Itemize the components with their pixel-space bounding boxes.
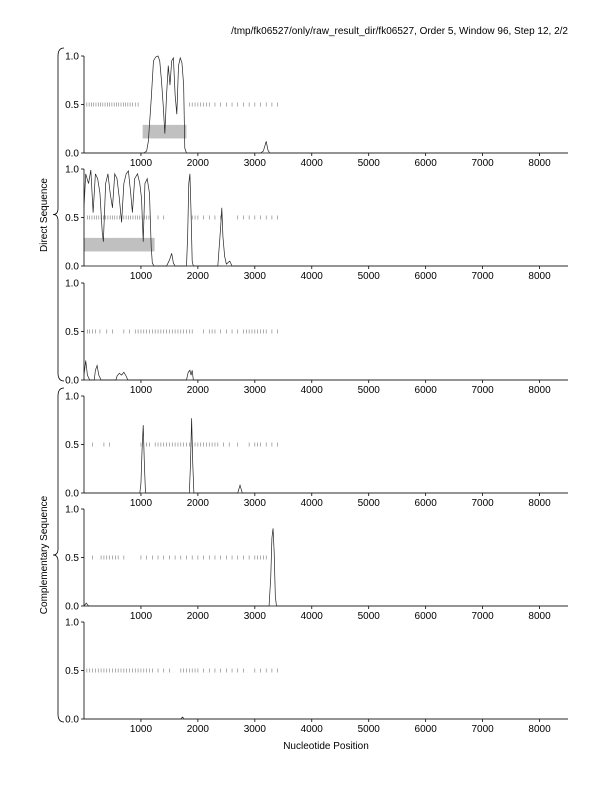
complementary-sequence-label: Complementary Sequence <box>39 495 50 615</box>
x-tick-label: 2000 <box>186 724 210 735</box>
x-tick-label: 7000 <box>471 271 494 282</box>
x-tick-label: 1000 <box>129 724 153 735</box>
direct-sequence-label: Direct Sequence <box>39 178 50 252</box>
y-tick-label: 1.0 <box>65 164 79 176</box>
coding-potential-line <box>84 418 568 493</box>
y-tick-label: 0.5 <box>65 213 79 224</box>
x-tick-label: 6000 <box>414 158 437 169</box>
x-tick-label: 3000 <box>243 158 266 169</box>
x-tick-label: 2000 <box>186 385 210 396</box>
x-tick-label: 1000 <box>129 385 153 396</box>
x-tick-label: 3000 <box>243 385 266 396</box>
gene-region-box <box>84 238 155 252</box>
x-tick-label: 7000 <box>471 385 494 396</box>
x-tick-label: 4000 <box>300 498 323 509</box>
x-tick-label: 5000 <box>357 385 380 396</box>
x-tick-label: 6000 <box>414 724 437 735</box>
x-tick-label: 6000 <box>414 271 437 282</box>
x-tick-label: 2000 <box>186 271 210 282</box>
y-tick-label: 0.0 <box>65 601 79 613</box>
y-tick-label: 1.0 <box>65 51 79 63</box>
x-tick-label: 5000 <box>357 724 380 735</box>
x-tick-label: 4000 <box>300 271 323 282</box>
x-tick-label: 1000 <box>129 498 153 509</box>
x-tick-label: 4000 <box>300 724 323 735</box>
complementary-bracket <box>53 388 64 722</box>
panel-complementary-1 <box>65 392 568 510</box>
coding-potential-line <box>84 717 568 719</box>
x-tick-label: 5000 <box>357 611 380 622</box>
x-tick-label: 5000 <box>357 158 380 169</box>
x-tick-label: 8000 <box>528 271 551 282</box>
y-tick-label: 0.0 <box>65 488 79 500</box>
panel-complementary-2 <box>65 505 568 623</box>
coding-potential-line <box>84 528 568 606</box>
y-tick-label: 0.0 <box>65 375 79 387</box>
x-tick-label: 6000 <box>414 498 437 509</box>
panel-direct-2 <box>65 165 568 283</box>
x-tick-label: 1000 <box>129 271 153 282</box>
x-tick-label: 6000 <box>414 385 437 396</box>
x-tick-label: 4000 <box>300 158 323 169</box>
x-tick-label: 8000 <box>528 385 551 396</box>
y-tick-label: 1.0 <box>65 278 79 290</box>
x-tick-label: 7000 <box>471 611 494 622</box>
x-tick-label: 4000 <box>300 385 323 396</box>
y-tick-label: 1.0 <box>65 617 79 629</box>
coding-potential-line <box>84 170 568 266</box>
y-tick-label: 0.0 <box>65 148 79 160</box>
y-tick-label: 1.0 <box>65 391 79 403</box>
x-tick-label: 8000 <box>528 724 551 735</box>
x-tick-label: 6000 <box>414 611 437 622</box>
x-tick-label: 3000 <box>243 498 266 509</box>
x-tick-label: 5000 <box>357 271 380 282</box>
group-brackets <box>53 48 64 722</box>
x-tick-label: 5000 <box>357 498 380 509</box>
x-tick-label: 1000 <box>129 158 153 169</box>
panel-direct-1 <box>65 52 568 170</box>
x-tick-label: 7000 <box>471 158 494 169</box>
x-tick-label: 8000 <box>528 158 551 169</box>
page-title: /tmp/fk06527/only/raw_result_dir/fk06527, Order 5, Window 96, Step 12, 2/2 <box>231 26 568 37</box>
x-tick-label: 2000 <box>186 611 210 622</box>
coding-potential-line <box>84 361 568 380</box>
panel-direct-3 <box>65 279 568 397</box>
x-tick-label: 8000 <box>528 611 551 622</box>
x-tick-label: 8000 <box>528 498 551 509</box>
x-tick-label: 2000 <box>186 158 210 169</box>
y-tick-label: 0.5 <box>65 666 79 677</box>
panel-complementary-3 <box>65 618 568 736</box>
x-tick-label: 3000 <box>243 611 266 622</box>
y-tick-label: 0.5 <box>65 327 79 338</box>
y-tick-label: 1.0 <box>65 504 79 516</box>
x-axis-label: Nucleotide Position <box>283 741 369 752</box>
y-tick-label: 0.0 <box>65 714 79 726</box>
x-tick-label: 7000 <box>471 724 494 735</box>
x-tick-label: 1000 <box>129 611 153 622</box>
x-tick-label: 7000 <box>471 498 494 509</box>
x-tick-label: 3000 <box>243 271 266 282</box>
y-tick-label: 0.5 <box>65 440 79 451</box>
x-tick-label: 4000 <box>300 611 323 622</box>
y-tick-label: 0.5 <box>65 100 79 111</box>
direct-bracket <box>53 48 64 381</box>
x-tick-label: 2000 <box>186 498 210 509</box>
x-tick-label: 3000 <box>243 724 266 735</box>
panels <box>65 52 568 736</box>
y-tick-label: 0.0 <box>65 261 79 273</box>
y-tick-label: 0.5 <box>65 553 79 564</box>
